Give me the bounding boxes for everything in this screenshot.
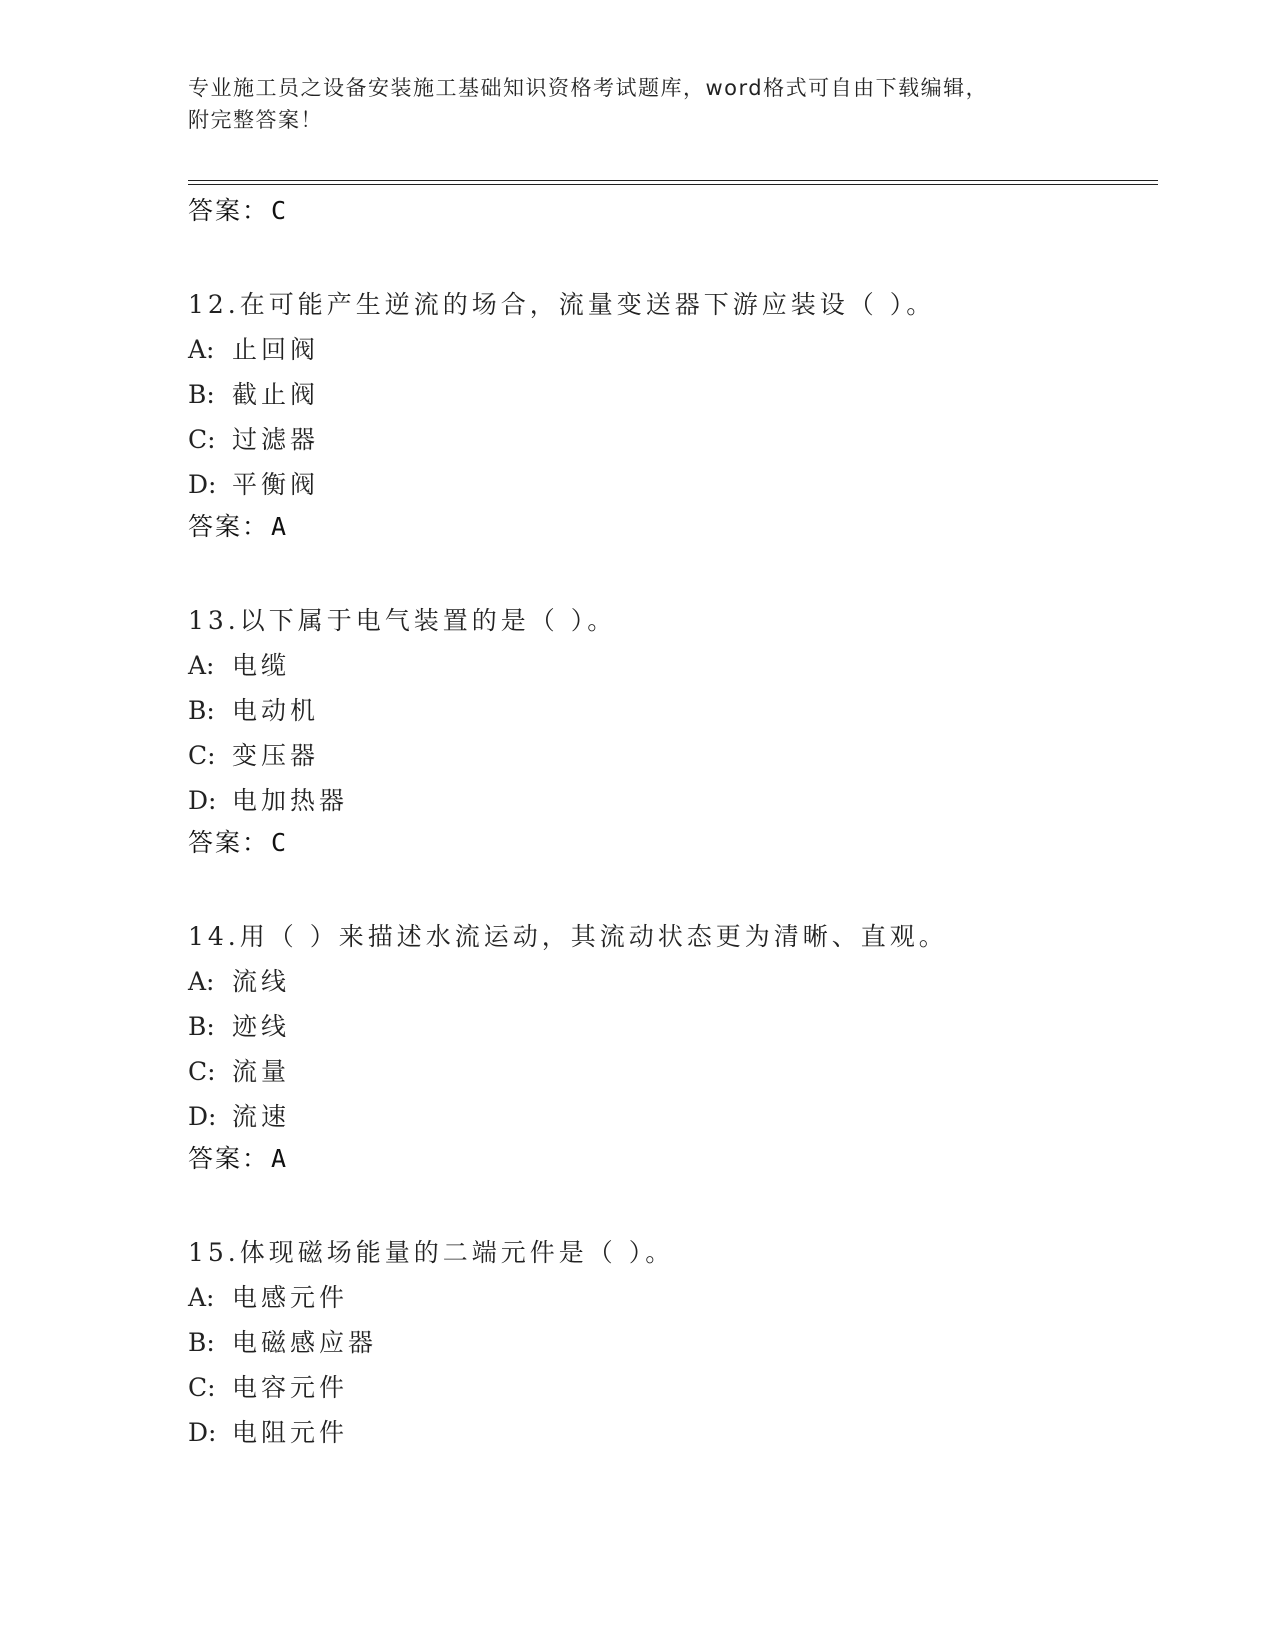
option-a — [188, 959, 1148, 1004]
answer-line-13 — [188, 824, 1148, 862]
option-letter: C: — [188, 1373, 216, 1402]
question-stem-12: 12.在可能产生逆流的场合，流量变送器下游应装设（ ）。 — [188, 290, 936, 319]
option-letter: C: — [188, 741, 216, 770]
option-letter: A: — [188, 967, 215, 996]
option-d — [188, 778, 1148, 823]
option-letter: B: — [188, 696, 215, 725]
question-block-12 — [188, 282, 1148, 546]
option-a — [188, 1275, 1148, 1320]
option-c — [188, 417, 1148, 462]
option-b — [188, 688, 1148, 733]
question-block-15 — [188, 1230, 1148, 1455]
option-letter: D: — [188, 1418, 217, 1447]
option-d — [188, 1094, 1148, 1139]
answer-value: A — [271, 1144, 287, 1173]
option-letter: A: — [188, 1283, 215, 1312]
option-text: 流速 — [232, 1102, 291, 1131]
question-block-13 — [188, 598, 1148, 862]
option-b — [188, 1004, 1148, 1049]
option-text: 止回阀 — [232, 335, 320, 364]
option-text: 变压器 — [232, 741, 320, 770]
option-text: 平衡阀 — [232, 470, 320, 499]
option-text: 电磁感应器 — [232, 1328, 378, 1357]
option-text: 电缆 — [232, 651, 291, 680]
answer-label: 答案： — [188, 512, 270, 541]
option-a — [188, 327, 1148, 372]
question-list — [188, 192, 1148, 1455]
option-letter: B: — [188, 1012, 215, 1041]
header-divider-top — [188, 180, 1158, 181]
answer-label: 答案： — [188, 196, 270, 225]
option-d — [188, 462, 1148, 507]
option-text: 迹线 — [232, 1012, 291, 1041]
option-letter: A: — [188, 651, 215, 680]
answer-line-14 — [188, 1140, 1148, 1178]
option-letter: C: — [188, 1057, 216, 1086]
option-text: 流量 — [232, 1057, 291, 1086]
question-stem-13: 13.以下属于电气装置的是（ ）。 — [188, 606, 617, 635]
header-title-line-2: 附完整答案！ — [188, 108, 323, 132]
answer-value: A — [271, 512, 287, 541]
option-c — [188, 1049, 1148, 1094]
answer-label: 答案： — [188, 1144, 270, 1173]
option-text: 流线 — [232, 967, 291, 996]
option-letter: D: — [188, 1102, 217, 1131]
option-text: 电容元件 — [232, 1373, 349, 1402]
option-c — [188, 733, 1148, 778]
option-text: 截止阀 — [232, 380, 320, 409]
option-letter: D: — [188, 786, 217, 815]
option-letter: A: — [188, 335, 215, 364]
option-d — [188, 1410, 1148, 1455]
option-b — [188, 372, 1148, 417]
option-text: 电加热器 — [232, 786, 349, 815]
option-letter: B: — [188, 380, 215, 409]
option-b — [188, 1320, 1148, 1365]
option-letter: D: — [188, 470, 217, 499]
option-a — [188, 643, 1148, 688]
question-stem-14: 14.用（ ）来描述水流运动，其流动状态更为清晰、直观。 — [188, 922, 948, 951]
option-text: 电感元件 — [232, 1283, 349, 1312]
option-letter: B: — [188, 1328, 215, 1357]
answer-line-12 — [188, 508, 1148, 546]
question-stem-15: 15.体现磁场能量的二端元件是（ ）。 — [188, 1238, 675, 1267]
question-block-14 — [188, 914, 1148, 1178]
option-text: 过滤器 — [232, 425, 320, 454]
option-text: 电阻元件 — [232, 1418, 349, 1447]
header-divider-bottom — [188, 184, 1158, 185]
answer-line-q11 — [188, 192, 1148, 230]
option-letter: C: — [188, 425, 216, 454]
answer-value: C — [271, 196, 287, 225]
document-header — [188, 72, 1068, 136]
answer-label: 答案： — [188, 828, 270, 857]
answer-value: C — [271, 828, 287, 857]
header-title-line-1: 专业施工员之设备安装施工基础知识资格考试题库，word格式可自由下载编辑， — [188, 76, 989, 100]
option-text: 电动机 — [232, 696, 320, 725]
option-c — [188, 1365, 1148, 1410]
